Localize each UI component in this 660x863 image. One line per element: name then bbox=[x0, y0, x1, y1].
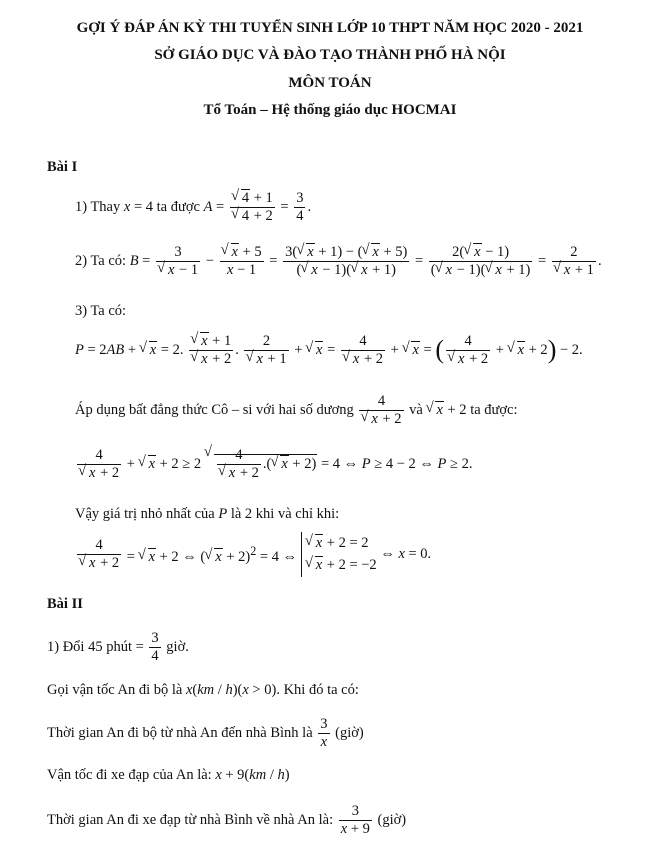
bai2-line-bike-time: Thời gian An đi xe đạp từ nhà Bình về nhà An là: $\frac{3}{x + 9}$ (giờ) bbox=[47, 803, 407, 837]
bai2-line-walk-time: Thời gian An đi bộ từ nhà An đến nhà Bình là $\frac{3}{x}$ (giờ) bbox=[47, 716, 364, 750]
bai1-conclusion: Vậy giá trị nhỏ nhất của P là 2 khi và chỉ khi: bbox=[75, 506, 340, 522]
bai1-part2: 2) Ta có: B = 3 √ x − 1 − √ $\frac{x + 5}{x - 1}$ = $\frac{3(√ x + 1) - (√ x + 5)}{(√ x - 1)(√ x + 1)}$ = $\frac{2(√ x - 1)}{(√ x - 1)(√ x + 1)}$ = 2 √ x + 1 . bbox=[75, 244, 602, 278]
doc-author: Tổ Toán – Hệ thống giáo dục HOCMAI bbox=[203, 102, 457, 118]
bai1-inequality: 4 √ x + 2 + √ x + 2 ≥ 2 √ 4 √ x + 2 .(√ x + 2) = 4 ⇔ P ≥ 4 − 2 ⇔ P ≥ 2. bbox=[75, 447, 472, 481]
section-title-bai-1: Bài I bbox=[47, 159, 78, 175]
bai1-part3-label: 3) Ta có: bbox=[75, 303, 127, 319]
doc-subject: MÔN TOÁN bbox=[288, 75, 372, 91]
bai2-line-convert: 1) Đổi 45 phút = $\frac{3}{4}$ giờ. bbox=[47, 630, 189, 664]
doc-subtitle: SỞ GIÁO DỤC VÀ ĐÀO TẠO THÀNH PHỐ HÀ NỘI bbox=[154, 47, 506, 63]
section-title-bai-2: Bài II bbox=[47, 596, 83, 612]
doc-title: GỢI Ý ĐÁP ÁN KỲ THI TUYỂN SINH LỚP 10 THPT NĂM HỌC 2020 - 2021 bbox=[76, 20, 584, 36]
bai2-line-speed: Gọi vận tốc An đi bộ là x(km / h)(x > 0). Khi đó ta có: bbox=[47, 682, 359, 698]
bai2-line-bike-speed: Vận tốc đi xe đạp của An là: x + 9(km / h) bbox=[47, 767, 290, 783]
bai1-apply-am-gm: Áp dụng bất đẳng thức Cô – si với hai số dương 4 √ x + 2 và √ x + 2 ta được: bbox=[75, 393, 518, 427]
bai1-equality-case: 4 √ x + 2 = √ x + 2 ⇔ (√ x + 2)$^2$ = 4 ⇔ √ x + 2 = 2 √ x + 2 = −2 ⇔ x = 0. bbox=[75, 532, 431, 577]
bai1-part3-expression: P = 2AB + √ x = 2. √ x + 1 √ x + 2 . 2 √ x + 1 + √ x = 4 √ x + 2 + √ x = ( 4 √ x + 2 + √ x + 2) − 2. bbox=[75, 333, 583, 367]
bai1-part1: 1) Thay x = 4 ta được A = √ 4 + 1 √ 4 + 2 = $\frac{3}{4}$ . bbox=[75, 190, 311, 224]
